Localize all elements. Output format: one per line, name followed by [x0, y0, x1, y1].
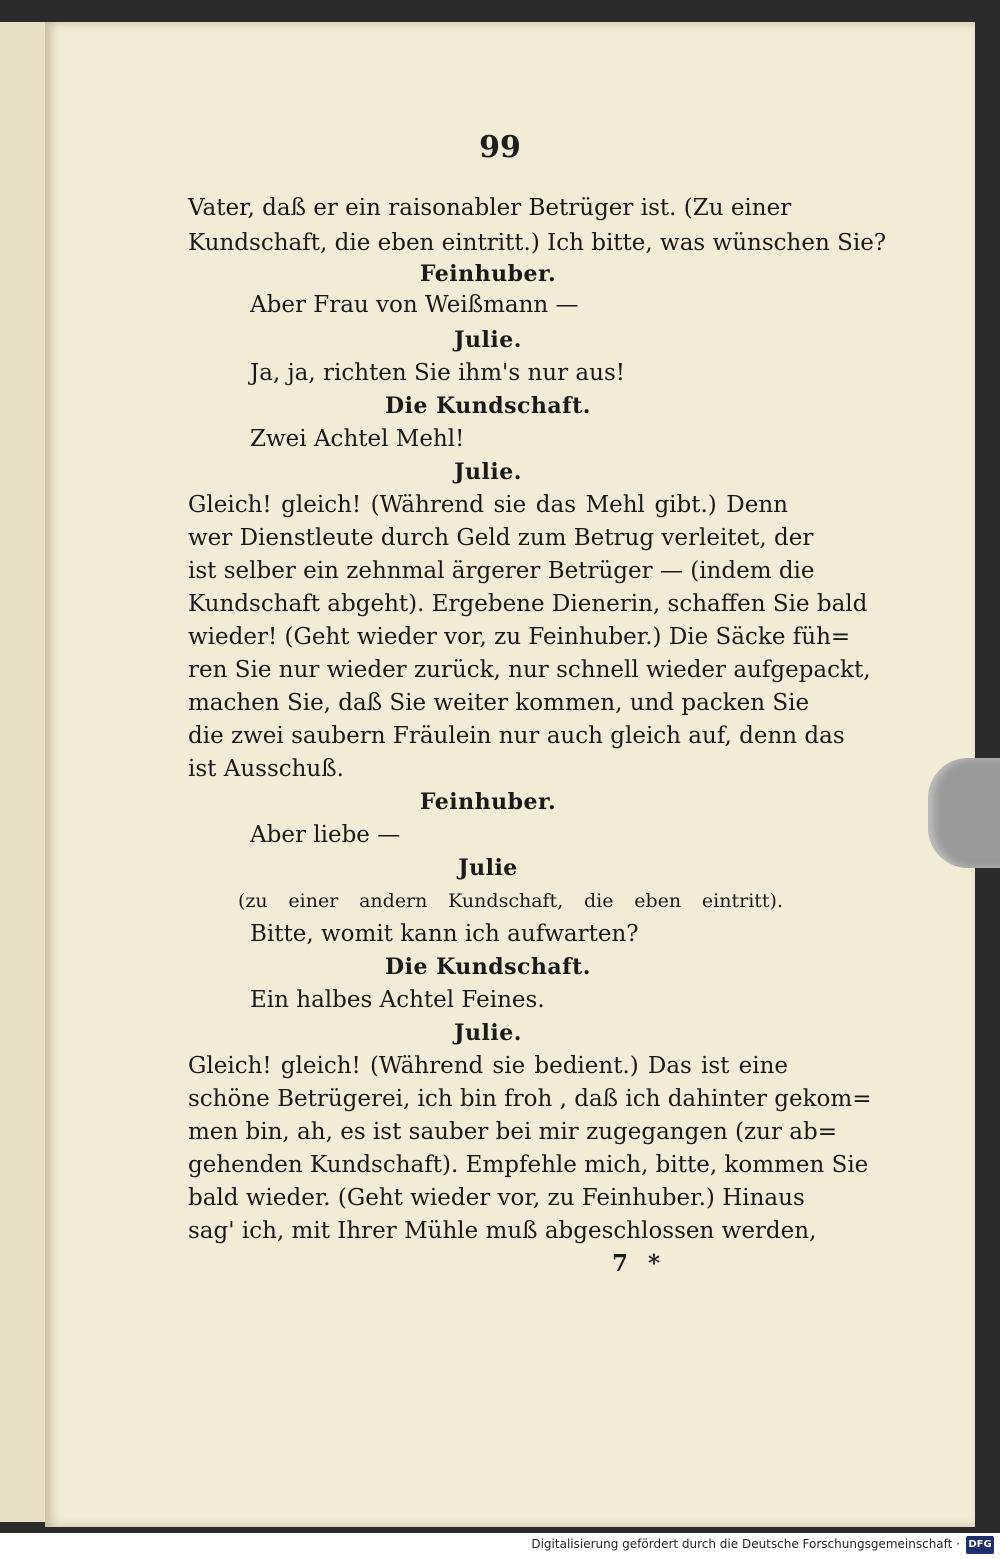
text-line: Gleich! gleich! (Während sie das Mehl gibt.) Denn: [188, 492, 788, 518]
page-number: 99: [479, 130, 521, 165]
text-line: Ein halbes Achtel Feines.: [250, 987, 545, 1013]
text-line: Zwei Achtel Mehl!: [250, 426, 465, 452]
text-line: wieder! (Geht wieder vor, zu Feinhuber.) Die Säcke füh=: [188, 624, 851, 650]
page-tab-marker: [928, 758, 1000, 868]
text-line: Gleich! gleich! (Während sie bedient.) Das ist eine: [188, 1053, 788, 1079]
text-line: die zwei saubern Fräulein nur auch gleich auf, denn das: [188, 723, 845, 749]
text-line: ist Ausschuß.: [188, 756, 344, 782]
text-line: bald wieder. (Geht wieder vor, zu Feinhuber.) Hinaus: [188, 1185, 805, 1211]
text-line: Bitte, womit kann ich aufwarten?: [250, 921, 639, 947]
speaker-name: Julie.: [454, 459, 522, 485]
speaker-name: Feinhuber.: [419, 261, 557, 287]
text-line: Kundschaft, die eben eintritt.) Ich bitte, was wünschen Sie?: [188, 230, 887, 256]
text-line: ren Sie nur wieder zurück, nur schnell wieder aufgepackt,: [188, 657, 871, 683]
speaker-name: Die Kundschaft.: [385, 393, 591, 419]
footer-bar: [0, 1533, 1000, 1559]
speaker-name: Die Kundschaft.: [385, 954, 591, 980]
text-line: gehenden Kundschaft). Empfehle mich, bitte, kommen Sie: [188, 1152, 869, 1178]
footer-credit: Digitalisierung gefördert durch die Deutsche Forschungsgemeinschaft ·: [531, 1537, 960, 1551]
stage-direction: (zu einer andern Kundschaft, die eben eintritt).: [238, 890, 783, 912]
speaker-name: Julie.: [454, 1020, 522, 1046]
text-line: Kundschaft abgeht). Ergebene Dienerin, schaffen Sie bald: [188, 591, 868, 617]
text-line: sag' ich, mit Ihrer Mühle muß abgeschlossen werden,: [188, 1218, 817, 1244]
text-line: wer Dienstleute durch Geld zum Betrug verleitet, der: [188, 525, 814, 551]
dfg-logo-icon: DFG: [966, 1536, 994, 1554]
speaker-name: Feinhuber.: [419, 789, 557, 815]
text-line: machen Sie, daß Sie weiter kommen, und packen Sie: [188, 690, 810, 716]
text-line: men bin, ah, es ist sauber bei mir zugegangen (zur ab=: [188, 1119, 837, 1145]
speaker-name: Julie: [458, 855, 518, 881]
text-line: schöne Betrügerei, ich bin froh , daß ich dahinter gekom=: [188, 1086, 872, 1112]
text-line: Aber Frau von Weißmann —: [250, 292, 579, 318]
signature-mark: 7 *: [612, 1250, 667, 1277]
speaker-name: Julie.: [454, 327, 522, 353]
text-line: ist selber ein zehnmal ärgerer Betrüger — (indem die: [188, 558, 815, 584]
text-line: Ja, ja, richten Sie ihm's nur aus!: [250, 360, 625, 386]
text-line: Vater, daß er ein raisonabler Betrüger ist. (Zu einer: [188, 195, 792, 221]
text-line: Aber liebe —: [250, 822, 401, 848]
